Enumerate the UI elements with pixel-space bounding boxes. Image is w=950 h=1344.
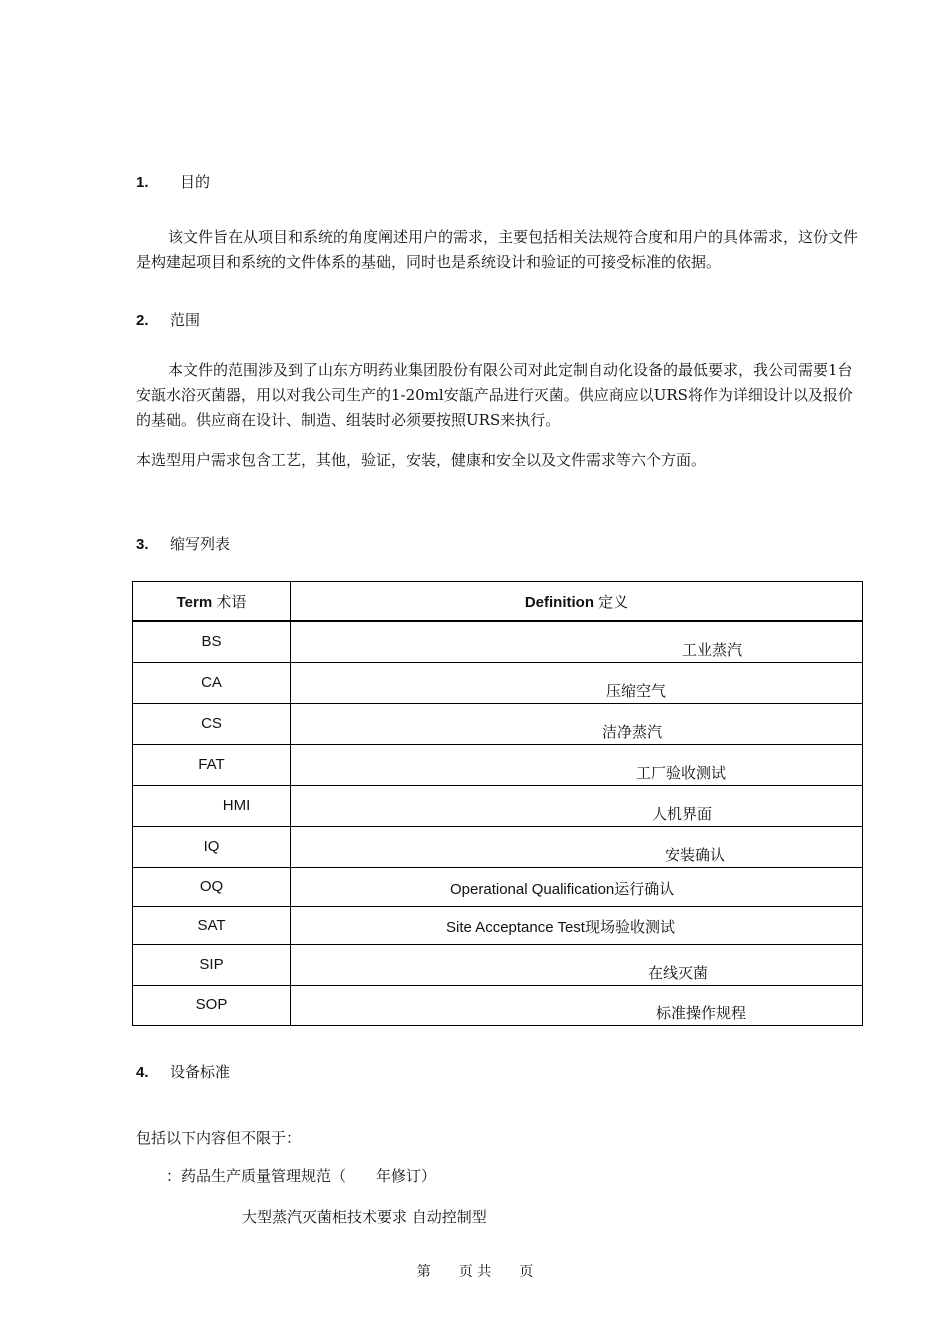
definition-text: 在线灭菌: [648, 963, 709, 982]
section-title: 缩写列表: [170, 536, 231, 553]
term-cell: [133, 785, 291, 826]
section-1-paragraph: 该文件旨在从项目和系统的角度阐述用户的需求，主要包括相关法规符合度和用户的具体需求，这份文件是构建起项目和系统的文件体系的基础，同时也是系统设计和验证的可接受标准的依据。: [136, 228, 859, 271]
table-row: [133, 944, 863, 985]
table-row: [133, 621, 863, 662]
table-row: [133, 785, 863, 826]
section-title: 目的: [180, 174, 211, 191]
section-2-paragraph: 本文件的范围涉及到了山东方明药业集团股份有限公司对此定制自动化设备的最低要求，我公司需要1台安瓿水浴灭菌器，用以对我公司生产的1-20ml安瓿产品进行灭菌。供应商应以URS将作为详细设计以及报价的基础。供应商在设计、制造、组装时必须要按照URS来执行。: [136, 361, 853, 429]
definition-cell: [291, 906, 863, 944]
definition-text: 洁净蒸汽: [602, 722, 663, 741]
section-title: 设备标准: [170, 1064, 231, 1081]
section-number: 4.: [136, 1064, 149, 1081]
definition-text: 标准操作规程: [656, 1003, 747, 1022]
table-row: [133, 985, 863, 1025]
section-4-heading: [136, 1061, 230, 1082]
term-header-cn: 术语: [216, 592, 247, 611]
definition-column-header: [291, 582, 863, 622]
term-text: HMI: [222, 796, 251, 814]
definition-cell: [291, 985, 863, 1025]
definition-text: 工业蒸汽: [682, 641, 743, 659]
definition-cell: [291, 785, 863, 826]
definition-cell: [291, 944, 863, 985]
term-cell: SAT: [133, 906, 291, 944]
section-2-heading: [136, 309, 200, 330]
definition-header-label: Definition: [524, 593, 594, 611]
table-row: [133, 744, 863, 785]
definition-cell: [291, 826, 863, 867]
section-number: 3.: [136, 536, 149, 553]
definition-text: 安装确认: [665, 845, 726, 864]
term-cell: BS: [133, 621, 291, 662]
term-cell: CS: [133, 703, 291, 744]
standard-item-sterilizer: 大型蒸汽灭菌柜技术要求 自动控制型: [242, 1208, 487, 1226]
definition-text: 压缩空气: [606, 681, 667, 700]
table-row: [133, 867, 863, 906]
definition-cell: [291, 662, 863, 703]
definition-header-cn: 定义: [598, 592, 629, 611]
term-cell: SIP: [133, 944, 291, 985]
page-footer: 第 页 共 页: [416, 1264, 534, 1280]
definition-cell: [291, 744, 863, 785]
definition-text: Operational Qualification运行确认: [450, 880, 675, 898]
table-row: [133, 906, 863, 944]
section-number: 1.: [136, 174, 149, 191]
term-cell: CA: [133, 662, 291, 703]
term-cell: IQ: [133, 826, 291, 867]
definition-text: 人机界面: [652, 804, 713, 823]
section-2-summary: 本选型用户需求包含工艺，其他，验证，安装，健康和安全以及文件需求等六个方面。: [136, 451, 707, 469]
table-row: [133, 826, 863, 867]
abbreviation-table: [132, 581, 863, 1026]
section-4-intro: 包括以下内容但不限于：: [136, 1129, 302, 1147]
term-header-label: Term: [176, 593, 213, 611]
definition-cell: [291, 867, 863, 906]
term-cell: SOP: [133, 985, 291, 1025]
standard-item-gmp: ：药品生产质量管理规范（ 年修订）: [166, 1167, 437, 1185]
term-column-header: [133, 582, 291, 622]
definition-cell: [291, 621, 863, 662]
term-cell: OQ: [133, 867, 291, 906]
table-header-row: [133, 582, 863, 622]
section-1-heading: [136, 171, 210, 192]
term-cell: FAT: [133, 744, 291, 785]
definition-text: Site Acceptance Test现场验收测试: [446, 918, 675, 936]
definition-cell: [291, 703, 863, 744]
definition-text: 工厂验收测试: [636, 763, 727, 782]
section-3-heading: [136, 533, 230, 554]
table-row: [133, 703, 863, 744]
table-row: [133, 662, 863, 703]
section-title: 范围: [170, 312, 201, 329]
section-number: 2.: [136, 312, 149, 329]
